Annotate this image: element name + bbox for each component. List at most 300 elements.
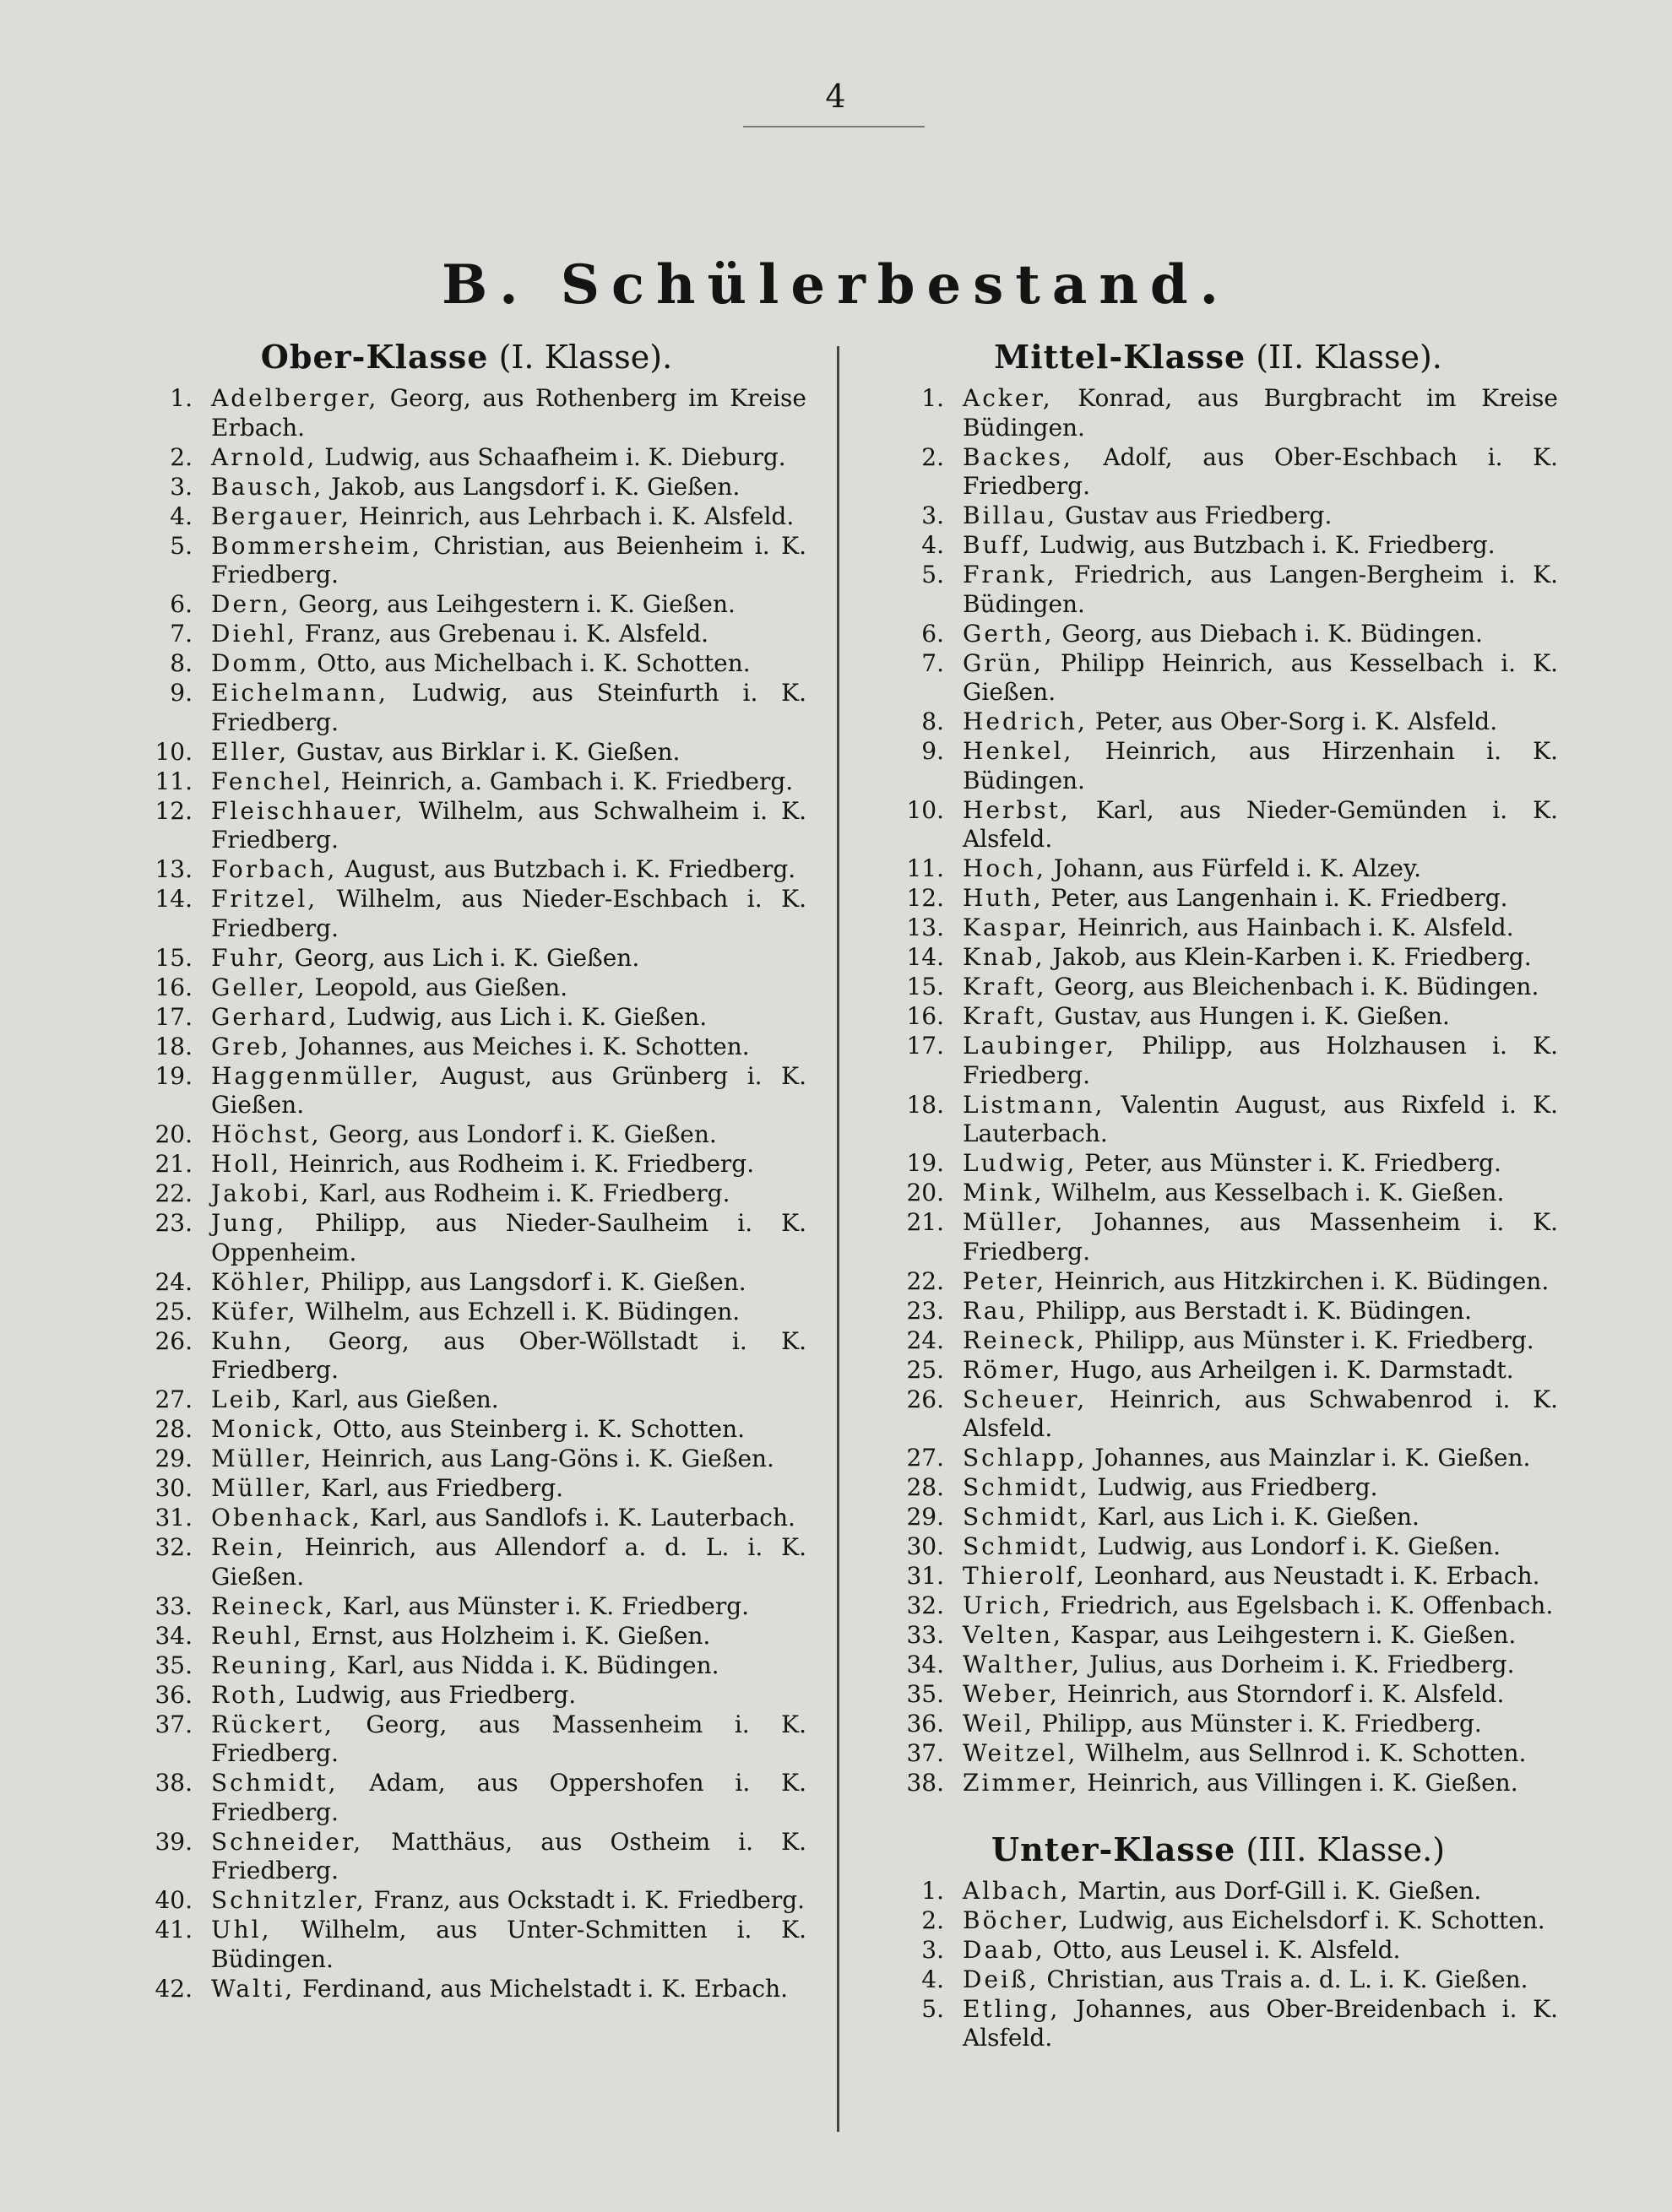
entry-number: 27. bbox=[155, 1385, 193, 1413]
entry-number: 38. bbox=[155, 1769, 193, 1797]
list-item bbox=[127, 1445, 806, 1474]
entry-surname: Laubinger, bbox=[963, 1032, 1116, 1060]
entry-number: 7. bbox=[170, 620, 193, 648]
entry-surname: Grün, bbox=[963, 648, 1044, 677]
entry-surname: Listmann, bbox=[963, 1090, 1105, 1119]
entry-number: 24. bbox=[155, 1267, 193, 1296]
list-item bbox=[878, 1769, 1558, 1798]
entry-details: Heinrich, aus Rodheim i. K. Friedberg. bbox=[281, 1150, 755, 1178]
list-item bbox=[878, 1562, 1558, 1591]
entry-number: 5. bbox=[921, 561, 944, 588]
entry-details: Wilhelm, aus Sellnrod i. K. Schotten. bbox=[1078, 1739, 1527, 1767]
entry-surname: Fuhr, bbox=[211, 943, 287, 972]
entry-number: 20. bbox=[906, 1179, 944, 1206]
entry-text bbox=[963, 1651, 1558, 1680]
entry-surname: Bergauer, bbox=[211, 501, 351, 530]
entry-text bbox=[211, 1268, 806, 1298]
entry-number: 35. bbox=[155, 1651, 193, 1679]
entry-details: Philipp, aus Berstadt i. K. Büdingen. bbox=[1028, 1296, 1472, 1325]
entry-number: 2. bbox=[921, 442, 944, 471]
entry-number: 23. bbox=[155, 1209, 193, 1237]
entry-details: Karl, aus Friedberg. bbox=[313, 1474, 564, 1502]
entry-number: 13. bbox=[155, 855, 193, 883]
entry-text bbox=[963, 1473, 1558, 1503]
entry-text bbox=[963, 620, 1558, 649]
entry-text bbox=[211, 1886, 806, 1916]
entry-details: Ludwig, aus Londorf i. K. Gießen. bbox=[1089, 1532, 1501, 1560]
entry-text bbox=[963, 531, 1558, 561]
entry-number: 41. bbox=[155, 1916, 193, 1944]
list-item bbox=[127, 1209, 806, 1267]
entry-number: 5. bbox=[921, 1994, 944, 2023]
list-item bbox=[878, 914, 1558, 943]
entry-text bbox=[963, 1965, 1558, 1995]
entry-number: 31. bbox=[906, 1562, 944, 1590]
list-item bbox=[878, 561, 1558, 619]
entry-surname: Reineck, bbox=[963, 1326, 1087, 1354]
entry-surname: Höchst, bbox=[211, 1120, 322, 1148]
list-item bbox=[878, 443, 1558, 501]
entry-number: 8. bbox=[921, 708, 944, 735]
entry-surname: Herbst, bbox=[963, 795, 1071, 824]
entry-surname: Zimmer, bbox=[963, 1769, 1080, 1797]
entry-details: Jakob, aus Klein-Karben i. K. Friedberg. bbox=[1045, 943, 1532, 971]
entry-text bbox=[211, 1298, 806, 1327]
list-item bbox=[878, 1651, 1558, 1680]
entry-details: Philipp, aus Münster i. K. Friedberg. bbox=[1034, 1710, 1482, 1738]
entry-number: 30. bbox=[155, 1474, 193, 1502]
entry-number: 16. bbox=[155, 973, 193, 1001]
entry-number: 33. bbox=[906, 1621, 944, 1649]
entry-number: 16. bbox=[906, 1002, 944, 1030]
entry-surname: Rückert, bbox=[211, 1710, 334, 1738]
entry-details: Kaspar, aus Leihgestern i. K. Gießen. bbox=[1062, 1621, 1517, 1649]
entry-surname: Gerhard, bbox=[211, 1002, 339, 1031]
entry-surname: Domm, bbox=[211, 649, 310, 677]
list-item bbox=[127, 767, 806, 797]
entry-details: Johannes, aus Massenheim i. K. Friedberg. bbox=[963, 1208, 1558, 1266]
entry-surname: Urich, bbox=[963, 1591, 1053, 1619]
entry-surname: Walther, bbox=[963, 1651, 1083, 1678]
entry-text bbox=[963, 737, 1558, 795]
entry-number: 35. bbox=[906, 1680, 944, 1708]
entry-surname: Fleischhauer, bbox=[211, 796, 405, 825]
list-item bbox=[878, 1710, 1558, 1739]
main-heading: B. Schülerbestand. bbox=[442, 253, 1230, 317]
entry-surname: Reineck, bbox=[211, 1591, 335, 1620]
entry-surname: Buff, bbox=[963, 531, 1033, 559]
entry-surname: Peter, bbox=[963, 1266, 1047, 1295]
entry-details: Ludwig, aus Friedberg. bbox=[1089, 1473, 1378, 1501]
entry-details: Jakob, aus Langsdorf i. K. Gießen. bbox=[323, 472, 741, 501]
entry-surname: Huth, bbox=[963, 884, 1044, 912]
list-item bbox=[878, 1936, 1558, 1965]
entry-text bbox=[963, 854, 1558, 884]
entry-details: Philipp, aus Holzhausen i. K. Friedberg. bbox=[963, 1032, 1558, 1089]
entry-text bbox=[211, 1150, 806, 1179]
entry-text bbox=[963, 1936, 1558, 1965]
entry-surname: Forbach, bbox=[211, 855, 338, 883]
entry-number: 25. bbox=[906, 1355, 944, 1384]
entry-surname: Schnitzler, bbox=[211, 1886, 366, 1914]
entry-details: Friedrich, aus Egelsbach i. K. Offenbach. bbox=[1052, 1591, 1554, 1619]
entry-number: 32. bbox=[906, 1591, 944, 1619]
entry-surname: Scheuer, bbox=[963, 1385, 1088, 1413]
entry-text bbox=[963, 1532, 1558, 1562]
list-item bbox=[878, 1739, 1558, 1769]
entry-number: 9. bbox=[921, 737, 944, 765]
entry-surname: Kaspar, bbox=[963, 914, 1070, 941]
list-item bbox=[127, 1327, 806, 1385]
entry-details: Karl, aus Lich i. K. Gießen. bbox=[1089, 1503, 1420, 1531]
list-item bbox=[878, 1532, 1558, 1562]
entry-text bbox=[963, 443, 1558, 501]
list-item bbox=[878, 1208, 1558, 1266]
list-item bbox=[878, 1385, 1558, 1444]
entry-details: Otto, aus Steinberg i. K. Schotten. bbox=[325, 1415, 746, 1443]
entry-surname: Müller, bbox=[211, 1445, 314, 1472]
entry-details: Peter, aus Münster i. K. Friedberg. bbox=[1077, 1149, 1501, 1177]
entry-text bbox=[211, 1179, 806, 1209]
entry-details: Georg, aus Rothenberg im Kreise Erbach. bbox=[211, 384, 806, 442]
entry-number: 42. bbox=[155, 1974, 193, 2003]
entry-details: Wilhelm, aus Kesselbach i. K. Gießen. bbox=[1044, 1179, 1505, 1206]
list-item bbox=[127, 532, 806, 590]
entry-number: 37. bbox=[906, 1739, 944, 1767]
entry-details: Philipp, aus Münster i. K. Friedberg. bbox=[1086, 1326, 1534, 1354]
right-column bbox=[878, 338, 1558, 2053]
entry-surname: Rau, bbox=[963, 1296, 1029, 1325]
entry-details: Karl, aus Rodheim i. K. Friedberg. bbox=[311, 1179, 730, 1207]
entry-surname: Köhler, bbox=[211, 1267, 313, 1296]
entry-number: 6. bbox=[170, 590, 193, 618]
entry-number: 17. bbox=[906, 1032, 944, 1060]
entry-surname: Reuning, bbox=[211, 1651, 339, 1679]
entry-surname: Schmidt, bbox=[963, 1503, 1090, 1531]
list-item bbox=[878, 1906, 1558, 1936]
entry-surname: Eller, bbox=[211, 737, 290, 766]
entry-details: Valentin August, aus Rixfeld i. K. Lauterbach. bbox=[963, 1090, 1558, 1147]
entry-details: Adam, aus Oppershofen i. K. Friedberg. bbox=[211, 1769, 806, 1826]
entry-details: Wilhelm, aus Nieder-Eschbach i. K. Friedberg. bbox=[211, 885, 806, 942]
entry-surname: Hedrich, bbox=[963, 708, 1088, 735]
entry-number: 18. bbox=[155, 1032, 193, 1060]
entry-details: Heinrich, aus Storndorf i. K. Alsfeld. bbox=[1059, 1680, 1505, 1708]
list-item bbox=[127, 797, 806, 855]
entry-text bbox=[211, 767, 806, 797]
entry-text bbox=[211, 1769, 806, 1827]
entry-details: Ludwig, aus Butzbach i. K. Friedberg. bbox=[1032, 531, 1496, 559]
entry-details: Georg, aus Lich i. K. Gießen. bbox=[286, 943, 640, 972]
entry-number: 12. bbox=[155, 796, 193, 825]
entry-text bbox=[211, 502, 806, 532]
entry-surname: Kuhn, bbox=[211, 1326, 295, 1355]
entry-number: 3. bbox=[921, 501, 944, 529]
entry-number: 8. bbox=[170, 649, 193, 677]
list-item bbox=[878, 1149, 1558, 1179]
list-item bbox=[878, 737, 1558, 795]
entry-text bbox=[211, 1916, 806, 1974]
entry-details: Ludwig, aus Friedberg. bbox=[288, 1680, 577, 1709]
entry-surname: Haggenmüller, bbox=[211, 1061, 421, 1090]
entry-text bbox=[963, 1562, 1558, 1591]
mittel-klasse-roman: (II. Klasse). bbox=[1256, 339, 1442, 376]
entry-surname: Schlapp, bbox=[963, 1444, 1088, 1472]
list-item bbox=[878, 943, 1558, 973]
entry-number: 14. bbox=[155, 885, 193, 913]
ober-klasse-heading bbox=[127, 338, 806, 376]
entry-number: 33. bbox=[155, 1591, 193, 1620]
entry-text bbox=[963, 1769, 1558, 1798]
entry-number: 19. bbox=[906, 1149, 944, 1177]
list-item bbox=[878, 649, 1558, 708]
list-item bbox=[127, 1769, 806, 1827]
list-item bbox=[878, 501, 1558, 531]
list-item bbox=[127, 1651, 806, 1681]
entry-text bbox=[963, 649, 1558, 708]
entry-surname: Hoch, bbox=[963, 854, 1046, 882]
entry-surname: Weber, bbox=[963, 1680, 1060, 1708]
entry-details: Adolf, aus Ober-Eschbach i. K. Friedberg. bbox=[963, 442, 1558, 500]
entry-text bbox=[963, 1995, 1558, 2053]
mittel-klasse-name: Mittel-Klasse bbox=[994, 338, 1246, 376]
entry-details: Gustav, aus Birklar i. K. Gießen. bbox=[289, 737, 681, 766]
entry-surname: Backes, bbox=[963, 442, 1073, 471]
list-item bbox=[127, 649, 806, 679]
entry-details: Wilhelm, aus Echzell i. K. Büdingen. bbox=[297, 1297, 741, 1326]
entry-text bbox=[211, 1062, 806, 1120]
entry-text bbox=[963, 1002, 1558, 1032]
entry-number: 21. bbox=[155, 1150, 193, 1178]
list-item bbox=[878, 973, 1558, 1002]
entry-surname: Arnold, bbox=[211, 442, 318, 471]
list-item bbox=[127, 502, 806, 532]
entry-text bbox=[211, 384, 806, 442]
entry-details: Georg, aus Diebach i. K. Büdingen. bbox=[1054, 619, 1483, 648]
entry-details: Johann, aus Fürfeld i. K. Alzey. bbox=[1045, 854, 1421, 882]
entry-details: Ernst, aus Holzheim i. K. Gießen. bbox=[303, 1621, 711, 1650]
entry-text bbox=[963, 1710, 1558, 1739]
entry-text bbox=[963, 1208, 1558, 1266]
entry-text bbox=[963, 1621, 1558, 1651]
entry-details: Hugo, aus Arheilgen i. K. Darmstadt. bbox=[1062, 1355, 1514, 1384]
entry-surname: Küfer, bbox=[211, 1297, 298, 1326]
list-item bbox=[127, 855, 806, 885]
list-item bbox=[127, 1622, 806, 1651]
entry-details: Karl, aus Münster i. K. Friedberg. bbox=[334, 1591, 750, 1620]
entry-details: Karl, aus Nieder-Gemünden i. K. Alsfeld. bbox=[963, 795, 1558, 853]
entry-surname: Weil, bbox=[963, 1710, 1034, 1738]
entry-surname: Reuhl, bbox=[211, 1621, 304, 1650]
list-item bbox=[127, 443, 806, 473]
entry-surname: Adelberger, bbox=[211, 384, 379, 412]
entry-text bbox=[963, 1091, 1558, 1149]
entry-number: 29. bbox=[155, 1445, 193, 1472]
entry-text bbox=[211, 1445, 806, 1474]
list-item bbox=[878, 1877, 1558, 1906]
list-item bbox=[127, 1120, 806, 1150]
entry-surname: Walti, bbox=[211, 1974, 296, 2003]
entry-details: Georg, aus Massenheim i. K. Friedberg. bbox=[211, 1710, 806, 1767]
entry-number: 22. bbox=[155, 1179, 193, 1207]
list-item bbox=[127, 1504, 806, 1533]
entry-surname: Daab, bbox=[963, 1935, 1045, 1964]
entry-number: 1. bbox=[921, 384, 944, 412]
entry-text bbox=[963, 884, 1558, 914]
list-item bbox=[127, 944, 806, 973]
entry-details: August, aus Butzbach i. K. Friedberg. bbox=[337, 855, 796, 883]
entry-surname: Monick, bbox=[211, 1415, 326, 1443]
entry-text bbox=[963, 943, 1558, 973]
entry-details: Johannes, aus Ober-Breidenbach i. K. Alsfeld. bbox=[963, 1994, 1558, 2052]
list-item bbox=[127, 738, 806, 767]
entry-surname: Velten, bbox=[963, 1621, 1063, 1649]
entry-surname: Schmidt, bbox=[211, 1769, 339, 1797]
entry-text bbox=[963, 914, 1558, 943]
entry-text bbox=[963, 1739, 1558, 1769]
entry-number: 10. bbox=[906, 795, 944, 824]
mittel-klasse-heading bbox=[878, 338, 1558, 376]
entry-number: 36. bbox=[155, 1680, 193, 1709]
entry-details: Philipp, aus Nieder-Saulheim i. K. Oppenheim. bbox=[211, 1209, 806, 1266]
entry-text bbox=[963, 561, 1558, 619]
entry-surname: Leib, bbox=[211, 1385, 284, 1413]
entry-number: 22. bbox=[906, 1266, 944, 1295]
ober-klasse-list bbox=[127, 384, 806, 2003]
entry-surname: Schmidt, bbox=[963, 1532, 1090, 1560]
list-item bbox=[878, 1444, 1558, 1473]
entry-surname: Diehl, bbox=[211, 620, 297, 648]
entry-surname: Römer, bbox=[963, 1355, 1063, 1384]
entry-number: 7. bbox=[921, 648, 944, 677]
entry-text bbox=[963, 1297, 1558, 1326]
entry-details: Otto, aus Michelbach i. K. Schotten. bbox=[309, 649, 751, 677]
entry-surname: Jakobi, bbox=[211, 1179, 312, 1207]
unter-klasse-heading bbox=[878, 1830, 1558, 1868]
list-item bbox=[127, 1711, 806, 1769]
list-item bbox=[878, 1002, 1558, 1032]
entry-text bbox=[211, 973, 806, 1003]
entry-number: 4. bbox=[170, 501, 193, 530]
entry-details: August, aus Grünberg i. K. Gießen. bbox=[211, 1061, 806, 1119]
list-item bbox=[127, 590, 806, 620]
column-divider bbox=[837, 346, 839, 2132]
unter-klasse-roman: (III. Klasse.) bbox=[1246, 1830, 1446, 1868]
entry-text bbox=[963, 1356, 1558, 1385]
list-item bbox=[127, 1474, 806, 1504]
entry-text bbox=[211, 855, 806, 885]
list-item bbox=[878, 1032, 1558, 1090]
entry-text bbox=[211, 679, 806, 737]
entry-number: 11. bbox=[906, 854, 944, 882]
entry-text bbox=[963, 708, 1558, 737]
entry-text bbox=[211, 797, 806, 855]
entry-surname: Weitzel, bbox=[963, 1739, 1078, 1767]
list-item bbox=[878, 1995, 1558, 2053]
entry-text bbox=[963, 1503, 1558, 1532]
entry-number: 29. bbox=[906, 1503, 944, 1531]
entry-number: 26. bbox=[155, 1326, 193, 1355]
entry-text bbox=[963, 1267, 1558, 1297]
entry-text bbox=[963, 1032, 1558, 1090]
entry-surname: Müller, bbox=[963, 1208, 1066, 1236]
entry-text bbox=[963, 501, 1558, 531]
entry-details: Julius, aus Dorheim i. K. Friedberg. bbox=[1082, 1651, 1515, 1678]
entry-text bbox=[211, 590, 806, 620]
list-item bbox=[878, 1621, 1558, 1651]
entry-details: Christian, aus Trais a. d. L. i. K. Gießen. bbox=[1039, 1965, 1528, 1993]
entry-surname: Ludwig, bbox=[963, 1149, 1078, 1177]
entry-text bbox=[211, 1003, 806, 1033]
entry-details: Heinrich, aus Allendorf a. d. L. i. K. Gießen. bbox=[211, 1533, 806, 1591]
unter-klasse-list bbox=[878, 1877, 1558, 2053]
entry-text bbox=[963, 1149, 1558, 1179]
entry-details: Georg, aus Leihgestern i. K. Gießen. bbox=[290, 590, 736, 618]
entry-details: Ludwig, aus Eichelsdorf i. K. Schotten. bbox=[1070, 1906, 1545, 1934]
entry-number: 2. bbox=[170, 442, 193, 471]
list-item bbox=[127, 1415, 806, 1445]
entry-text bbox=[963, 1326, 1558, 1356]
entry-details: Georg, aus Londorf i. K. Gießen. bbox=[321, 1120, 717, 1148]
entry-number: 17. bbox=[155, 1002, 193, 1031]
top-rule bbox=[743, 126, 925, 127]
entry-number: 1. bbox=[170, 384, 193, 412]
entry-number: 5. bbox=[170, 531, 193, 560]
entry-text bbox=[211, 649, 806, 679]
list-item bbox=[127, 973, 806, 1003]
entry-text bbox=[211, 944, 806, 973]
list-item bbox=[127, 1150, 806, 1179]
entry-details: Georg, aus Ober-Wöllstadt i. K. Friedberg. bbox=[211, 1326, 806, 1384]
entry-surname: Dern, bbox=[211, 590, 291, 618]
entry-surname: Uhl, bbox=[211, 1916, 272, 1944]
entry-details: Heinrich, aus Lang-Göns i. K. Gießen. bbox=[313, 1445, 774, 1472]
entry-number: 3. bbox=[170, 472, 193, 501]
entry-surname: Henkel, bbox=[963, 737, 1074, 765]
entry-details: Otto, aus Leusel i. K. Alsfeld. bbox=[1045, 1935, 1401, 1964]
entry-number: 28. bbox=[906, 1473, 944, 1501]
entry-number: 36. bbox=[906, 1710, 944, 1738]
list-item bbox=[878, 1591, 1558, 1621]
entry-details: Heinrich, aus Hitzkirchen i. K. Büdingen. bbox=[1046, 1266, 1550, 1295]
entry-surname: Eichelmann, bbox=[211, 679, 388, 707]
entry-surname: Deiß, bbox=[963, 1965, 1040, 1993]
entry-text bbox=[211, 1975, 806, 2004]
entry-text bbox=[211, 1385, 806, 1415]
entry-text bbox=[211, 1681, 806, 1711]
entry-number: 25. bbox=[155, 1297, 193, 1326]
entry-number: 27. bbox=[906, 1444, 944, 1472]
entry-details: Gustav aus Friedberg. bbox=[1057, 501, 1333, 529]
entry-surname: Böcher, bbox=[963, 1906, 1071, 1934]
entry-details: Ludwig, aus Lich i. K. Gießen. bbox=[339, 1002, 708, 1031]
list-item bbox=[878, 796, 1558, 854]
entry-details: Ferdinand, aus Michelstadt i. K. Erbach. bbox=[295, 1974, 789, 2003]
list-item bbox=[878, 884, 1558, 914]
entry-details: Wilhelm, aus Schwalheim i. K. Friedberg. bbox=[211, 796, 806, 854]
entry-text bbox=[211, 1474, 806, 1504]
entry-surname: Jung, bbox=[211, 1209, 287, 1237]
list-item bbox=[878, 1297, 1558, 1326]
entry-number: 10. bbox=[155, 737, 193, 766]
left-column bbox=[127, 338, 806, 2004]
entry-number: 31. bbox=[155, 1504, 193, 1532]
list-item bbox=[878, 1473, 1558, 1503]
entry-details: Karl, aus Sandlofs i. K. Lauterbach. bbox=[361, 1504, 795, 1532]
entry-details: Franz, aus Grebenau i. K. Alsfeld. bbox=[296, 620, 709, 648]
entry-number: 1. bbox=[921, 1876, 944, 1905]
list-item bbox=[127, 1298, 806, 1327]
